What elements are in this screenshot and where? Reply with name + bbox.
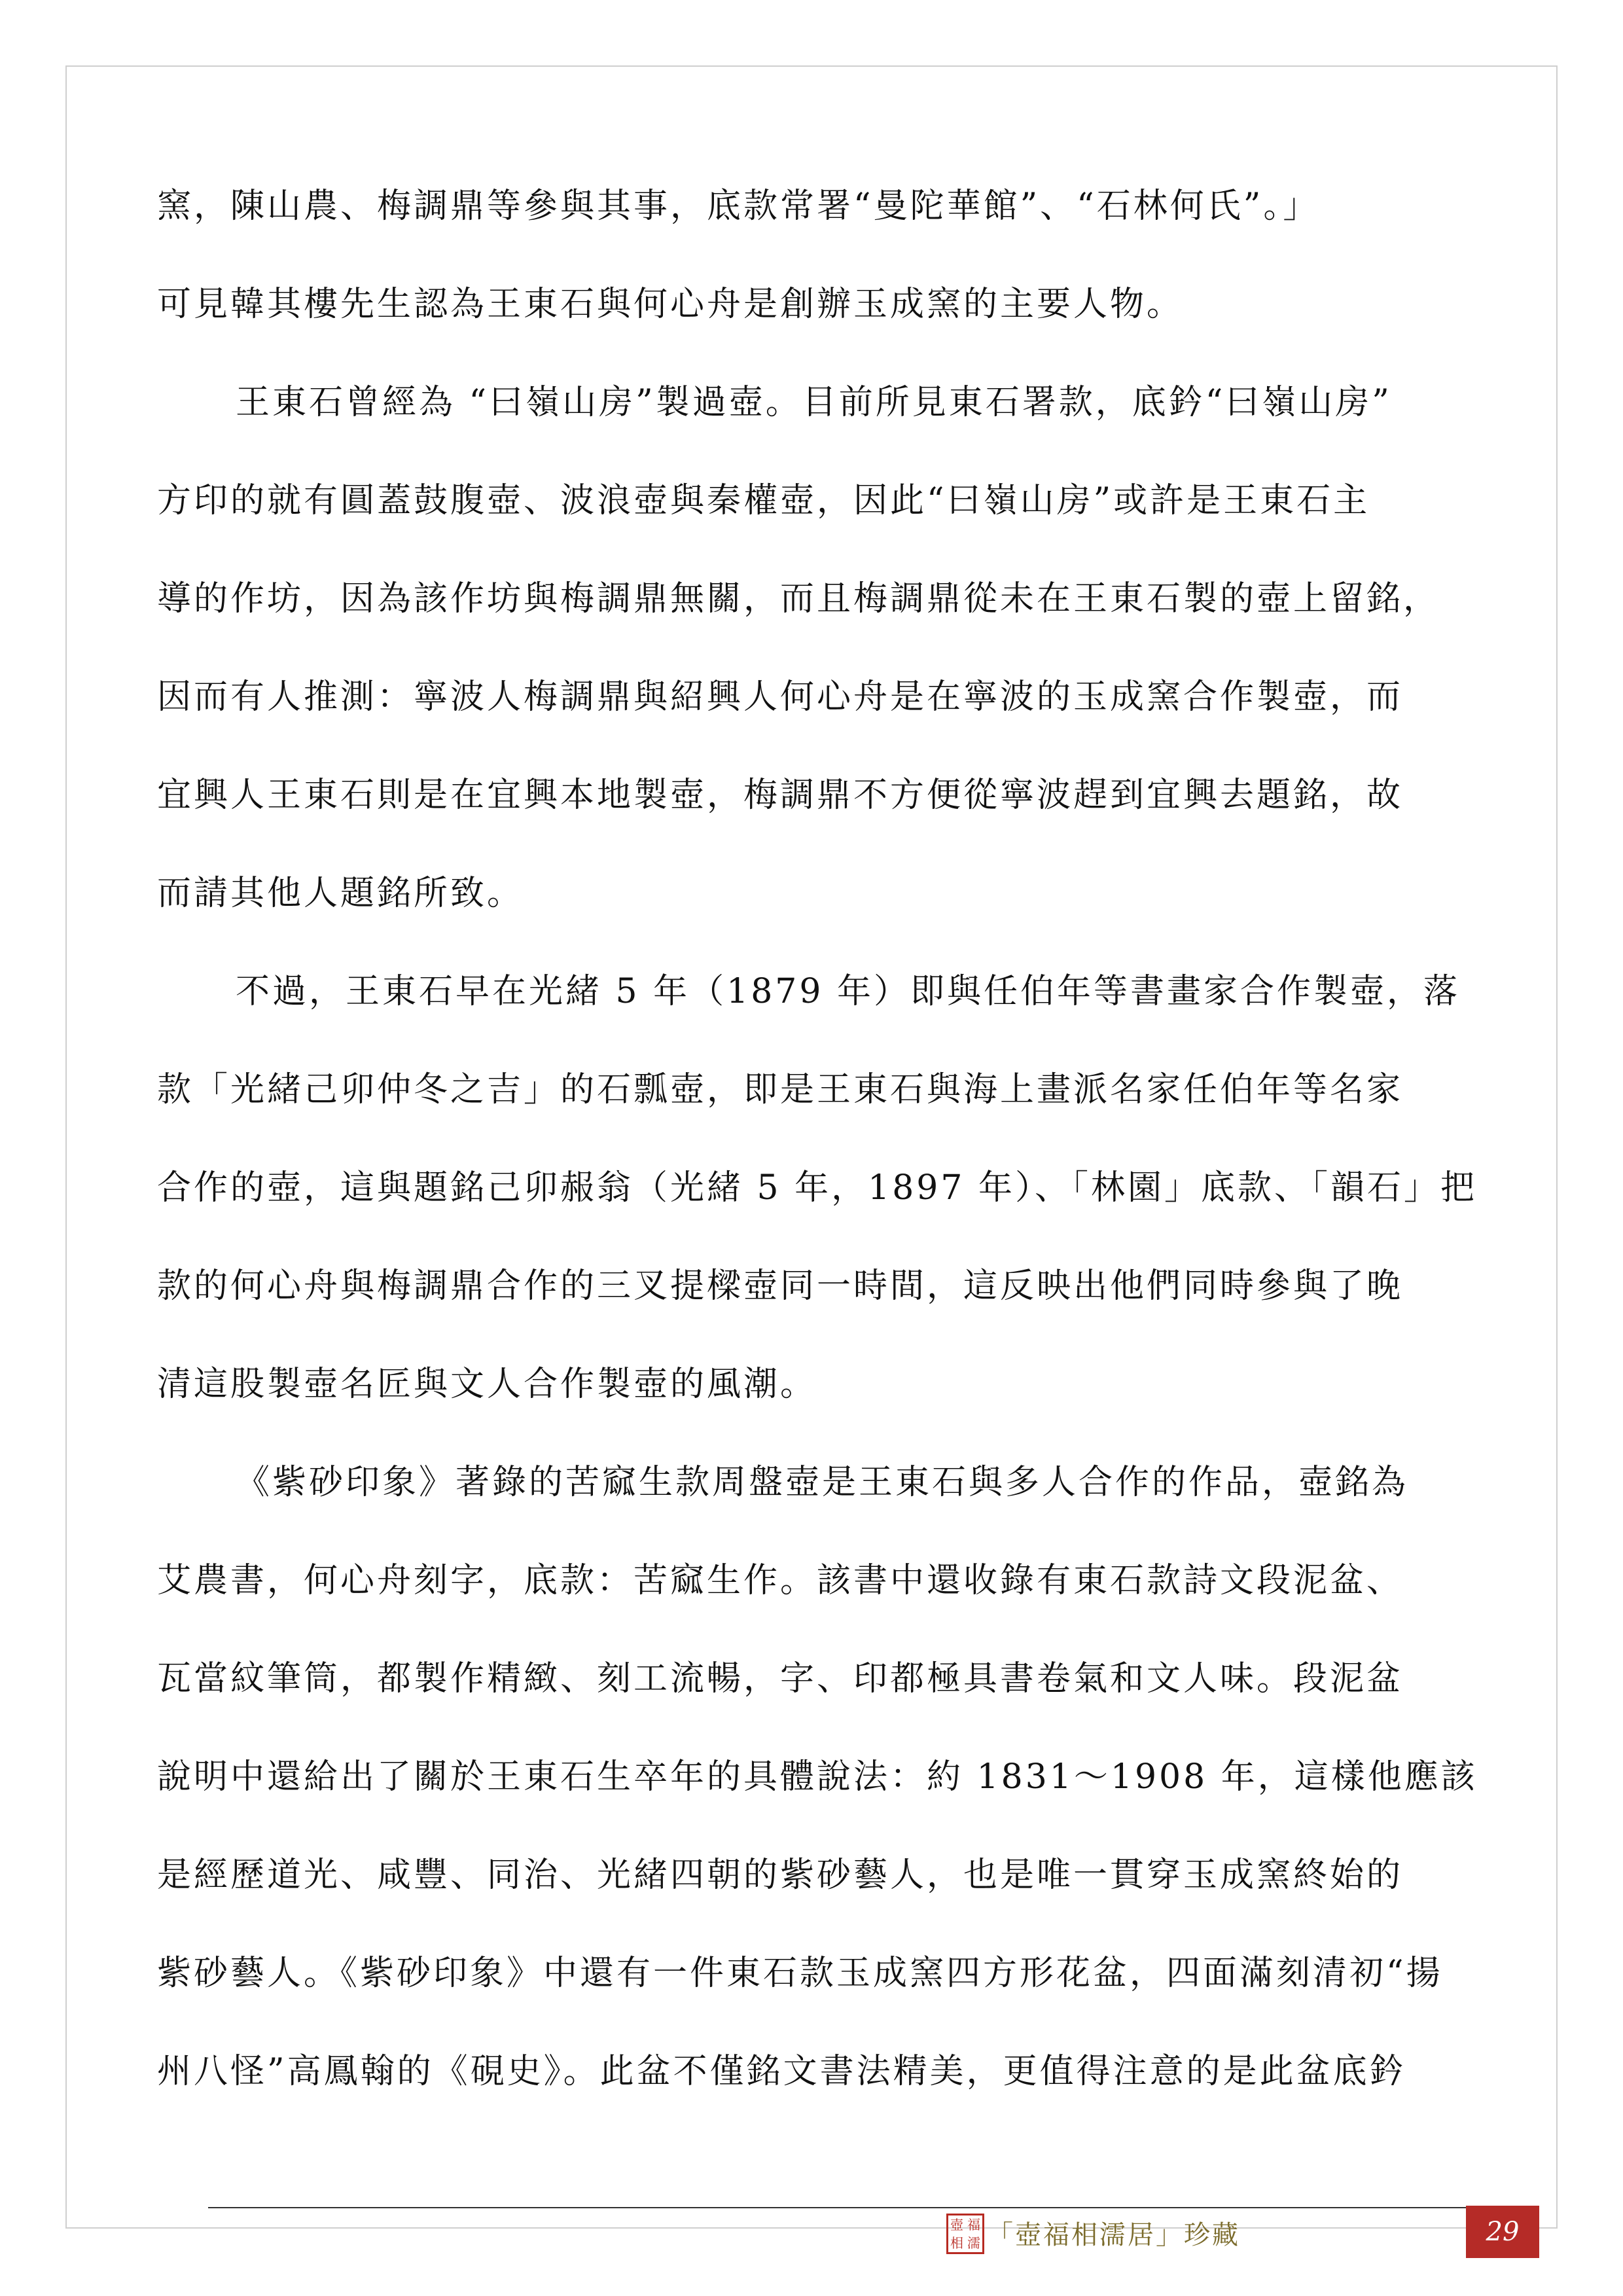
text-line: 可見韓其樓先生認為王東石與何心舟是創辦玉成窯的主要人物。 [157, 285, 1184, 324]
text-line: 紫砂藝人。《紫砂印象》中還有一件東石款玉成窯四方形花盆，四面滿刻清初“揚 [157, 1954, 1443, 1993]
text-line: 宜興人王東石則是在宜興本地製壺，梅調鼎不方便從寧波趕到宜興去題銘，故 [157, 776, 1404, 815]
text-line: 是經歷道光、咸豐、同治、光緒四朝的紫砂藝人，也是唯一貫穿玉成窯終始的 [157, 1856, 1404, 1895]
text-line: 瓦當紋筆筒，都製作精緻、刻工流暢，字、印都極具書卷氣和文人味。段泥盆 [157, 1659, 1404, 1698]
seal-char: 福 [967, 2217, 980, 2233]
text-line: 合作的壺，這與題銘己卯赧翁（光緒 5 年，1897 年）、「林園」底款、「韻石」把 [157, 1168, 1478, 1208]
text-line: 因而有人推測：寧波人梅調鼎與紹興人何心舟是在寧波的玉成窯合作製壺，而 [157, 677, 1404, 717]
text-line: 方印的就有圓蓋鼓腹壺、波浪壺與秦權壺，因此“曰嶺山房”或許是王東石主 [157, 481, 1370, 520]
text-line: 而請其他人題銘所致。 [157, 874, 524, 913]
seal-char: 濡 [967, 2235, 980, 2251]
text-line: 窯，陳山農、梅調鼎等參與其事，底款常署“曼陀華館”、“石林何氏”。」 [157, 187, 1320, 226]
seal-char: 相 [950, 2235, 963, 2251]
footer-divider [208, 2207, 1466, 2208]
body-text [157, 173, 1478, 2137]
text-line: 款的何心舟與梅調鼎合作的三叉提樑壺同一時間，這反映出他們同時參與了晚 [157, 1266, 1404, 1306]
text-line: 款「光緒己卯仲冬之吉」的石瓢壺，即是王東石與海上畫派名家任伯年等名家 [157, 1070, 1404, 1109]
paragraph-first-line: 不過，王東石早在光緒 5 年（1879 年）即與任伯年等書畫家合作製壺，落 [236, 972, 1461, 1011]
seal-stamp-icon [946, 2214, 984, 2254]
page-number: 29 [1466, 2206, 1539, 2258]
seal-char: 壺 [950, 2217, 963, 2233]
paragraph-first-line: 《紫砂印象》著錄的苦窳生款周盤壺是王東石與多人合作的作品，壺銘為 [236, 1463, 1409, 1502]
paragraph-first-line: 王東石曾經為 “曰嶺山房”製過壺。目前所見東石署款，底鈐“曰嶺山房” [236, 383, 1392, 422]
text-line: 清這股製壺名匠與文人合作製壺的風潮。 [157, 1365, 817, 1404]
footer-collection-title: 「壺福相濡居」珍藏 [987, 2220, 1240, 2250]
text-line: 艾農書，何心舟刻字，底款：苦窳生作。該書中還收錄有東石款詩文段泥盆、 [157, 1561, 1404, 1600]
text-line: 導的作坊，因為該作坊與梅調鼎無關，而且梅調鼎從未在王東石製的壺上留銘， [157, 579, 1440, 619]
text-line: 說明中還給出了關於王東石生卒年的具體說法：約 1831～1908 年，這樣他應該 [157, 1757, 1478, 1797]
text-line: 州八怪”高鳳翰的《硯史》。此盆不僅銘文書法精美，更值得注意的是此盆底鈐 [157, 2052, 1406, 2091]
